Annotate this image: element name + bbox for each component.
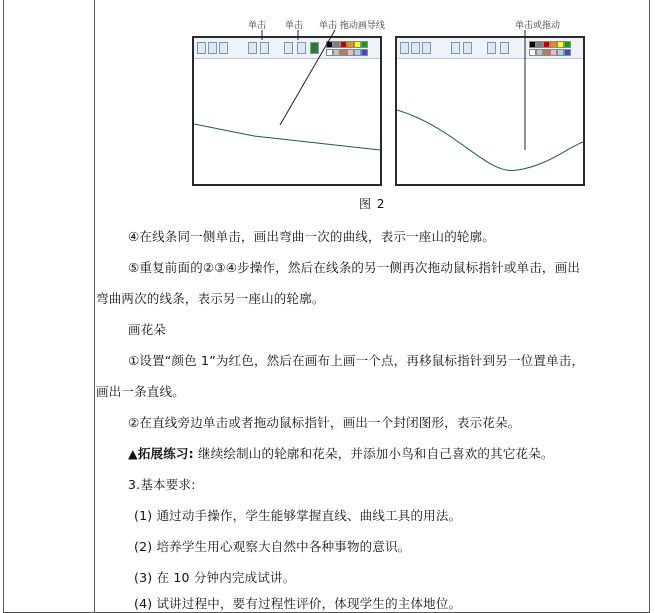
swatch: [557, 49, 564, 56]
paint-window-left: [192, 36, 382, 186]
swatch: [543, 41, 550, 48]
flower-step-1-line1: ①设置“颜色 1”为红色，然后在画布上画一个点，再移鼠标指针到另一位置单击，: [128, 353, 585, 368]
tool-icon: [422, 42, 431, 54]
tool-icon: [297, 42, 306, 54]
label-click-1: 单击: [248, 21, 267, 31]
swatch: [550, 41, 557, 48]
tool-icon: [487, 42, 496, 54]
mountain-curve-right: [397, 58, 583, 184]
paint-toolbar: [194, 38, 380, 59]
step-4: ④在线条同一侧单击，画出弯曲一次的曲线，表示一座山的轮廓。: [128, 229, 496, 244]
extension-practice: [128, 444, 554, 462]
swatch: [333, 49, 340, 56]
tool-icon: [260, 42, 269, 54]
requirement-3: (3) 在 10 分钟内完成试讲。: [134, 570, 296, 585]
swatch: [333, 41, 340, 48]
flower-heading: 画花朵: [128, 322, 167, 337]
color-icon: [310, 42, 319, 54]
swatch: [347, 49, 354, 56]
tool-icon: [219, 42, 228, 54]
swatch: [564, 41, 571, 48]
extension-label: ▲拓展练习:: [128, 446, 194, 461]
swatch: [536, 41, 543, 48]
swatch: [354, 49, 361, 56]
tool-icon: [284, 42, 293, 54]
tool-icon: [208, 42, 217, 54]
tool-icon: [463, 42, 472, 54]
label-click-drag: 单击 拖动画导线: [319, 21, 385, 31]
swatch: [564, 49, 571, 56]
swatch: [347, 41, 354, 48]
step-5-line2: 弯曲两次的线条，表示另一座山的轮廓。: [96, 291, 325, 306]
swatch: [529, 49, 536, 56]
tool-icon: [248, 42, 257, 54]
tool-icon: [411, 42, 420, 54]
label-click-2: 单击: [285, 21, 304, 31]
swatch: [361, 49, 368, 56]
flower-step-2: ②在直线旁边单击或者拖动鼠标指针，画出一个封闭图形，表示花朵。: [128, 415, 521, 430]
requirement-4: (4) 试讲过程中，要有过程性评价，体现学生的主体地位。: [134, 596, 462, 611]
swatch: [326, 49, 333, 56]
tool-icon: [451, 42, 460, 54]
swatch: [550, 49, 557, 56]
swatch: [340, 49, 347, 56]
basic-requirements-title: 3.基本要求:: [128, 477, 196, 492]
column-divider: [94, 0, 95, 612]
step-5-line1: ⑤重复前面的②③④步操作，然后在线条的另一侧再次拖动鼠标指针或单击，画出: [128, 260, 581, 275]
requirement-1: (1) 通过动手操作，学生能够掌握直线、曲线工具的用法。: [134, 508, 462, 523]
swatch: [326, 41, 333, 48]
tool-icon: [197, 42, 206, 54]
swatch: [557, 41, 564, 48]
swatch: [543, 49, 550, 56]
requirement-2: (2) 培养学生用心观察大自然中各种事物的意识。: [134, 539, 411, 554]
mountain-line-left: [194, 58, 380, 184]
paint-window-right: [395, 36, 585, 186]
swatch: [354, 41, 361, 48]
swatch: [340, 41, 347, 48]
label-click-or-drag: 单击或拖动: [515, 21, 561, 31]
figure-caption: 图 2: [359, 197, 386, 211]
paint-toolbar: [397, 38, 583, 59]
swatch: [361, 41, 368, 48]
extension-text: 继续绘制山的轮廓和花朵，并添加小鸟和自己喜欢的其它花朵。: [198, 446, 554, 461]
swatch: [536, 49, 543, 56]
tool-icon: [500, 42, 509, 54]
flower-step-1-line2: 画出一条直线。: [96, 384, 185, 399]
tool-icon: [400, 42, 409, 54]
swatch: [529, 41, 536, 48]
